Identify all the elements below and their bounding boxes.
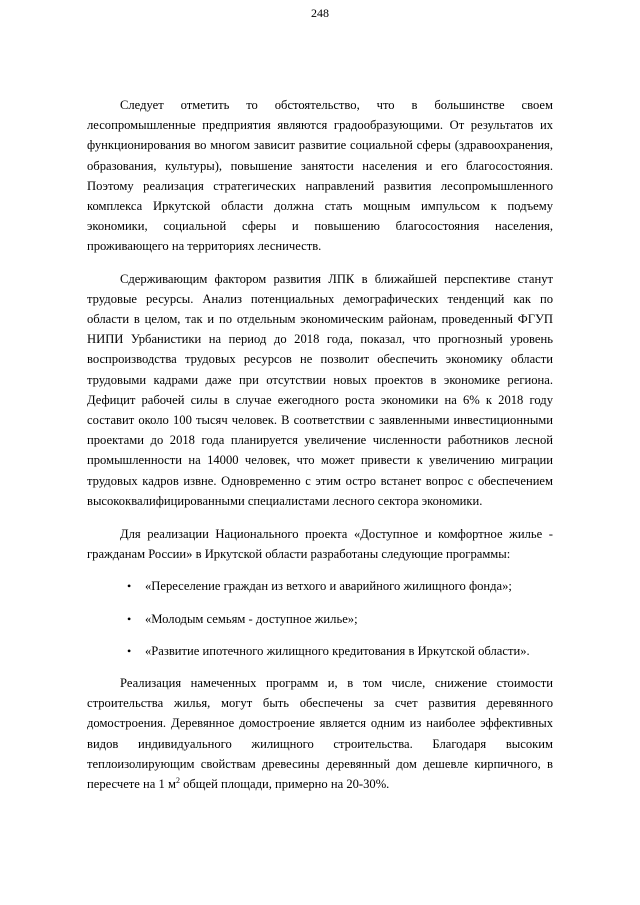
bullet-icon: • xyxy=(127,643,132,658)
paragraph-national-project: Для реализации Национального проекта «Доступное и комфортное жилье - гражданам России» в Иркутской области разработаны следующие программы: xyxy=(87,527,553,562)
bullet-icon: • xyxy=(127,579,132,594)
programs-list xyxy=(87,576,553,661)
paragraph-wooden-housing xyxy=(87,673,553,794)
superscript: 2 xyxy=(175,775,180,785)
list-item-text: «Молодым семьям - доступное жилье»; xyxy=(145,611,358,626)
bullet-icon: • xyxy=(127,611,132,626)
list-item xyxy=(87,641,553,661)
paragraph-text-end: общей площади, примерно на 20-30%. xyxy=(179,777,390,792)
list-item-text: «Переселение граждан из ветхого и аварийного жилищного фонда»; xyxy=(145,579,512,594)
document-body xyxy=(87,95,553,794)
paragraph-labor-resources: Сдерживающим фактором развития ЛПК в ближайшей перспективе станут трудовые ресурсы. Анализ потенциальных демографических тенденций как по области в целом, так и по отдельным экономическим районам, проведенный ФГУП НИПИ Урбанистики на период до 2018 года, показал, что прогнозный уровень воспроизводства трудовых ресурсов не позволит обеспечить экономику области трудовыми кадрами даже при отсутствии новых проектов в экономике региона. Дефицит рабочей силы в случае ежегодного роста экономики на 6% к 2018 году составит около 100 тысяч человек. В соответствии с заявленными инвестиционными проектами до 2018 года планируется увеличение численности работников лесной промышленности на 14000 человек, что может привести к увеличению миграции трудовых кадров извне. Одновременно с этим остро встанет вопрос с обеспечением высококвалифицированными специалистами лесного сектора экономики. xyxy=(87,271,553,508)
paragraph-text: Реализация намеченных программ и, в том числе, снижение стоимости строительства жилья, могут быть обеспечены за счет развития деревянного домостроения. Деревянное домостроение является одним из наиболее эффективных видов индивидуального жилищного строительства. Благодаря высоким теплоизолирующим свойствам древесины деревянный дом дешевле кирпичного, в пересчете на 1 м xyxy=(87,676,553,792)
list-item xyxy=(87,576,553,596)
list-item xyxy=(87,609,553,629)
list-item-text: «Развитие ипотечного жилищного кредитования в Иркутской области». xyxy=(145,643,530,658)
page-number: 248 xyxy=(311,6,329,20)
paragraph-forestry-enterprises: Следует отметить то обстоятельство, что в большинстве своем лесопромышленные предприятия являются градообразующими. От результатов их функционирования во многом зависит развитие социальной сферы (здравоохранения, образования, культуры), повышение занятости населения и его благосостояния. Поэтому реализация стратегических направлений развития лесопромышленного комплекса Иркутской области должна стать мощным импульсом к подъему экономики, социальной сферы и повышению благосостояния населения, проживающего на территориях лесничеств. xyxy=(87,98,553,254)
